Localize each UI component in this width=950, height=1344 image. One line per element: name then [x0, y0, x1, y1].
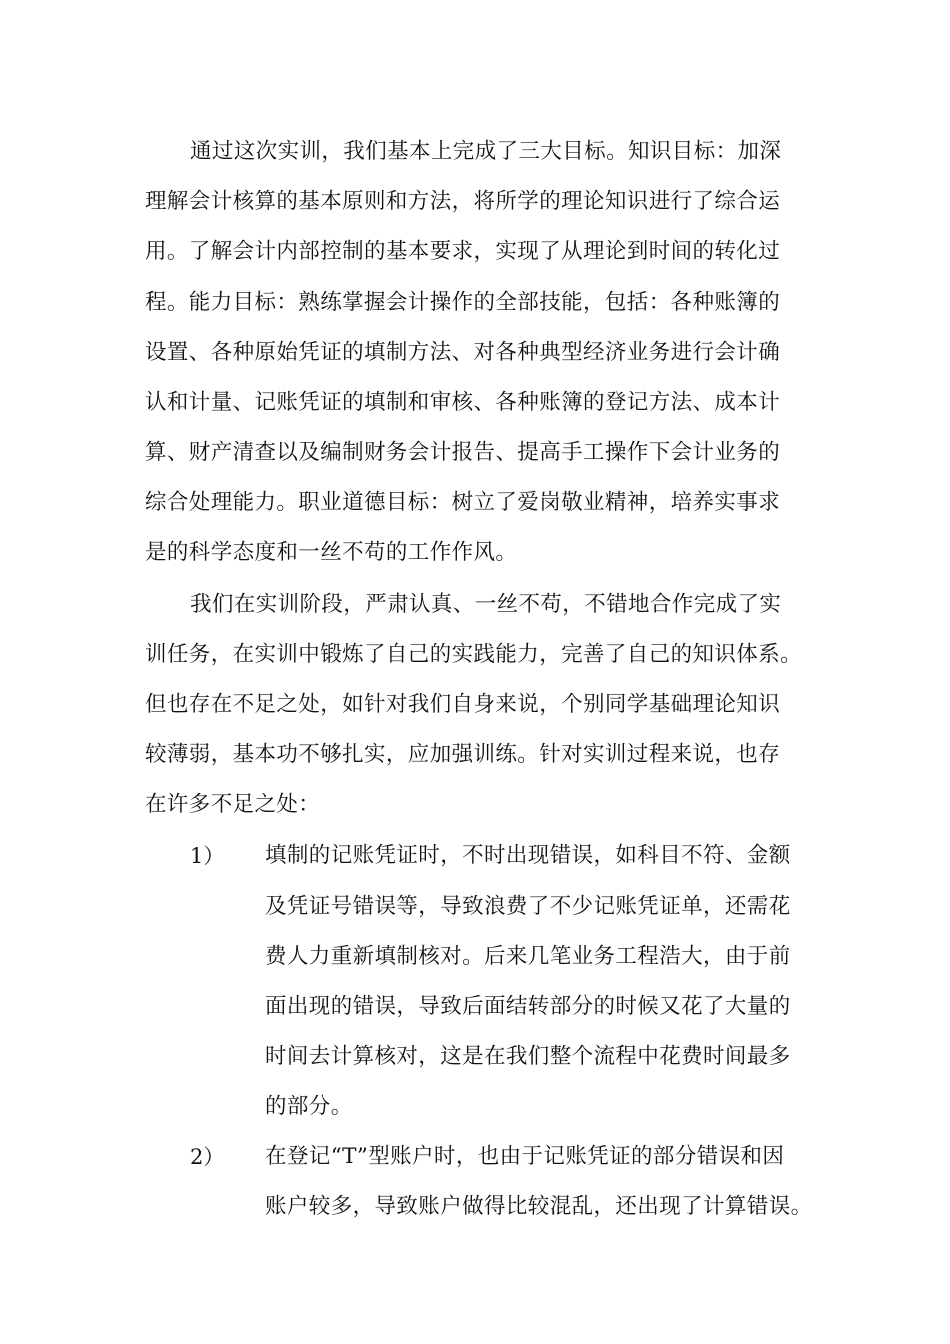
list-item-line: 在登记“T”型账户时，也由于记账凭证的部分错误和因	[265, 1144, 785, 1169]
list-item-line: 面出现的错误，导致后面结转部分的时候又花了大量的	[265, 994, 791, 1019]
paragraph-line: 用。了解会计内部控制的基本要求，实现了从理论到时间的转化过	[145, 239, 781, 264]
paragraph-line: 通过这次实训，我们基本上完成了三大目标。知识目标：加深	[190, 139, 782, 164]
paragraph-line: 在许多不足之处：	[145, 792, 321, 817]
list-item-number: 2）	[190, 1145, 225, 1169]
paragraph-line: 设置、各种原始凭证的填制方法、对各种典型经济业务进行会计确	[145, 340, 781, 365]
paragraph-line: 算、财产清查以及编制财务会计报告、提高手工操作下会计业务的	[145, 440, 781, 465]
paragraph-line: 理解会计核算的基本原则和方法，将所学的理论知识进行了综合运	[145, 189, 781, 214]
list-item-line: 填制的记账凭证时，不时出现错误，如科目不符、金额	[265, 843, 791, 868]
list-item-line: 账户较多，导致账户做得比较混乱，还出现了计算错误。	[265, 1194, 813, 1219]
list-item-line: 的部分。	[265, 1094, 353, 1119]
paragraph-line: 较薄弱，基本功不够扎实，应加强训练。针对实训过程来说，也存	[145, 742, 781, 767]
paragraph-line: 认和计量、记账凭证的填制和审核、各种账簿的登记方法、成本计	[145, 390, 781, 415]
paragraph-line: 程。能力目标：熟练掌握会计操作的全部技能，包括：各种账簿的	[145, 290, 781, 315]
paragraph-line: 是的科学态度和一丝不苟的工作作风。	[145, 540, 518, 565]
list-item-line: 时间去计算核对，这是在我们整个流程中花费时间最多	[265, 1044, 791, 1069]
list-item-number: 1）	[190, 844, 225, 868]
paragraph-line: 综合处理能力。职业道德目标：树立了爱岗敬业精神，培养实事求	[145, 490, 781, 515]
paragraph-line: 但也存在不足之处，如针对我们自身来说，个别同学基础理论知识	[145, 692, 781, 717]
list-item-line: 费人力重新填制核对。后来几笔业务工程浩大，由于前	[265, 944, 791, 969]
paragraph-line: 训任务，在实训中锻炼了自己的实践能力，完善了自己的知识体系。	[145, 642, 803, 667]
list-item-line: 及凭证号错误等，导致浪费了不少记账凭证单，还需花	[265, 894, 791, 919]
paragraph-line: 我们在实训阶段，严肃认真、一丝不苟，不错地合作完成了实	[190, 592, 782, 617]
